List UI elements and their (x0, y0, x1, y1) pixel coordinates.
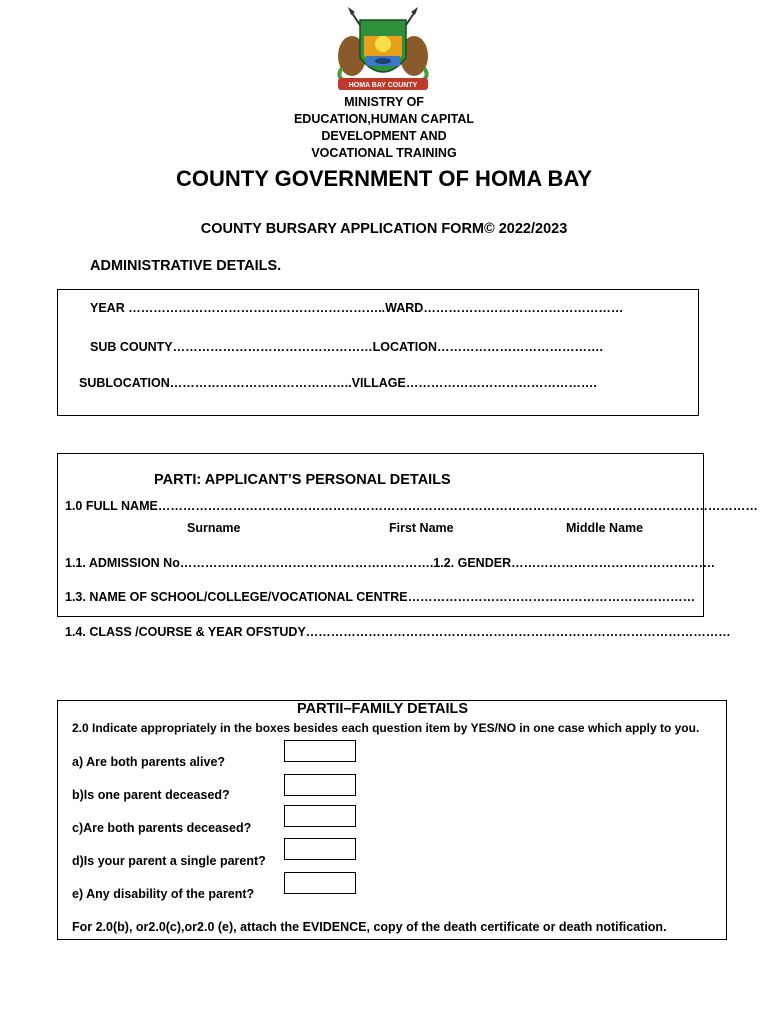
question-both-deceased: c)Are both parents deceased? (72, 821, 252, 835)
middle-name-label: Middle Name (566, 521, 644, 535)
answer-box-both-deceased[interactable] (284, 805, 356, 827)
part2-instruction: 2.0 Indicate appropriately in the boxes besides each question item by YES/NO in one case which apply to you. (72, 721, 700, 735)
ministry-block (0, 94, 768, 162)
part2-heading: PARTII–FAMILY DETAILS (297, 701, 469, 717)
county-emblem (330, 6, 436, 94)
part1-heading: PARTI: APPLICANT’S PERSONAL DETAILS (154, 472, 451, 488)
evidence-note: For 2.0(b), or2.0(c),or2.0 (e), attach the EVIDENCE, copy of the death certificate or death notification. (72, 920, 667, 934)
question-disability: e) Any disability of the parent? (72, 887, 255, 901)
answer-box-disability[interactable] (284, 872, 356, 894)
question-one-deceased: b)Is one parent deceased? (72, 788, 230, 802)
full-name-line[interactable]: 1.0 FULL NAME……………………………………………………………………………………………………………………………… (65, 499, 758, 513)
answer-box-one-deceased[interactable] (284, 774, 356, 796)
ministry-line: VOCATIONAL TRAINING (311, 146, 457, 160)
admin-heading: ADMINISTRATIVE DETAILS. (90, 258, 282, 274)
class-year-line[interactable]: 1.4. CLASS /COURSE & YEAR OFSTUDY………………………………………………………………………………………… (65, 625, 731, 639)
family-details-box (57, 700, 727, 940)
answer-box-both-alive[interactable] (284, 740, 356, 762)
subcounty-location-line[interactable]: SUB COUNTY…………………………………………LOCATION…………………………………. (90, 340, 603, 354)
ministry-line: DEVELOPMENT AND (321, 129, 447, 143)
sublocation-village-line[interactable]: SUBLOCATION……………………………………..VILLAGE………………………………………. (79, 376, 597, 390)
county-title: COUNTY GOVERNMENT OF HOMA BAY (176, 166, 592, 191)
ministry-line: MINISTRY OF (344, 95, 424, 109)
ministry-line: EDUCATION,HUMAN CAPITAL (293, 112, 475, 126)
school-name-line[interactable]: 1.3. NAME OF SCHOOL/COLLEGE/VOCATIONAL CENTRE…………………………………………………………… (65, 590, 696, 604)
year-ward-line[interactable]: YEAR ……………………………………………………..WARD………………………………………… (90, 301, 624, 315)
question-single-parent: d)Is your parent a single parent? (72, 854, 266, 868)
answer-box-single-parent[interactable] (284, 838, 356, 860)
emblem-ribbon-text: HOMA BAY COUNTY (348, 82, 418, 89)
surname-label: Surname (187, 521, 241, 535)
admission-gender-line[interactable]: 1.1. ADMISSION No…………………………………………………….1.2. GENDER…………………………………………. (65, 556, 715, 570)
question-both-alive: a) Are both parents alive? (72, 755, 226, 769)
form-title: COUNTY BURSARY APPLICATION FORM© 2022/2023 (200, 221, 568, 237)
first-name-label: First Name (389, 521, 454, 535)
